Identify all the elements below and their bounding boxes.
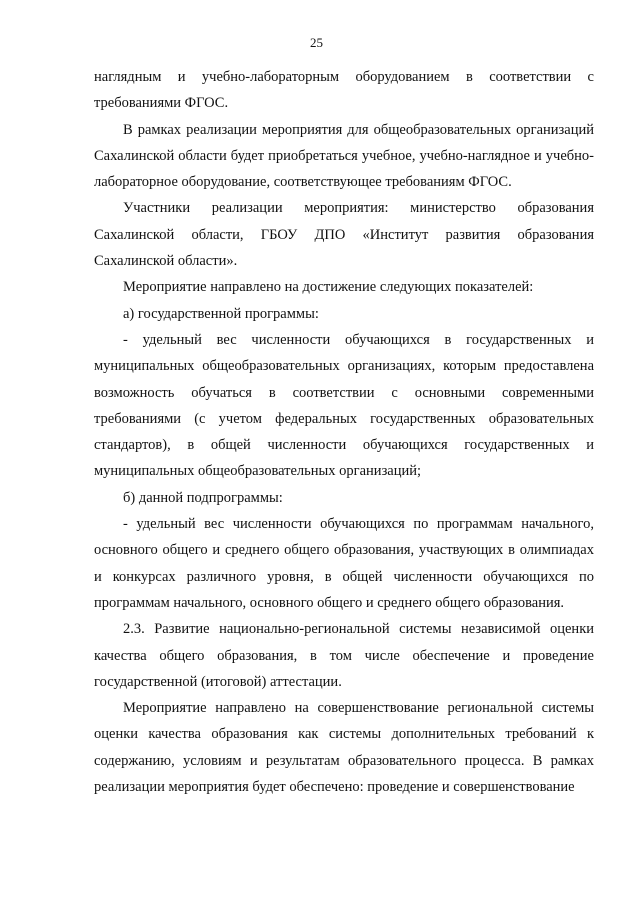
paragraph-9: 2.3. Развитие национально-региональной системы независимой оценки качества общего образования, в том числе обеспечение и проведение государственной (итоговой) аттестации. bbox=[94, 621, 594, 690]
page-number: 25 bbox=[310, 35, 323, 50]
paragraph-2: В рамках реализации мероприятия для общеобразовательных организаций Сахалинской области будет приобретаться учебное, учебно-наглядное и учебно-лабораторное оборудование, соответствующее требованиям ФГОС. bbox=[94, 121, 594, 191]
paragraph-6: - удельный вес численности обучающихся в государственных и муниципальных общеобразовательных организациях, которым предоставлена возможность обучаться в соответствии с основными современными требованиями (с учетом федеральных государственных образовательных стандартов), в общей численности обучающихся государственных и муниципальных общеобразовательных организаций; bbox=[94, 331, 594, 480]
paragraph-8: - удельный вес численности обучающихся по программам начального, основного общего и среднего общего образования, участвующих в олимпиадах и конкурсах различного уровня, в общей численности обучающихся по программам начального, основного общего и среднего общего образования. bbox=[94, 516, 594, 611]
paragraph-5: а) государственной программы: bbox=[123, 305, 319, 322]
document-body bbox=[94, 64, 594, 800]
paragraph-7: б) данной подпрограммы: bbox=[123, 489, 283, 506]
paragraph-1: наглядным и учебно-лабораторным оборудованием в соответствии с требованиями ФГОС. bbox=[94, 69, 594, 112]
paragraph-4: Мероприятие направлено на достижение следующих показателей: bbox=[123, 279, 534, 296]
paragraph-10: Мероприятие направлено на совершенствование региональной системы оценки качества образования как системы дополнительных требований к содержанию, условиям и результатам образовательного процесса. В рамках реализации мероприятия будет обеспечено: проведение и совершенствование bbox=[94, 700, 594, 796]
paragraph-3: Участники реализации мероприятия: министерство образования Сахалинской области, ГБОУ ДПО «Институт развития образования Сахалинской области». bbox=[94, 200, 594, 270]
